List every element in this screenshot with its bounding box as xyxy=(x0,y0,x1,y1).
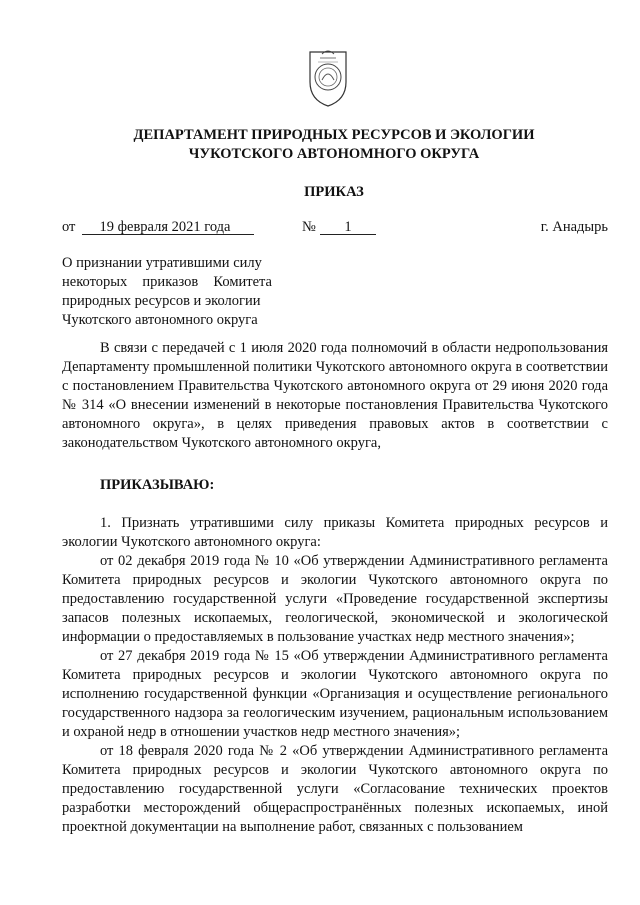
document-type: ПРИКАЗ xyxy=(304,184,364,200)
department-name-line2: ЧУКОТСКОГО АВТОНОМНОГО ОКРУГА xyxy=(188,146,480,162)
order-item-4: от 18 февраля 2020 года № 2 «Об утверждении Административного регламента Комитета природных ресурсов и экологии Чукотского автономного округа по предоставлению государственной услуги «Согласование технических проектов разработки месторождений общераспространённых полезных ископаемых, иной проектной документации на выполнение работ, связанных с пользованием xyxy=(62,743,608,835)
order-item-1: 1. Признать утратившими силу приказы Комитета природных ресурсов и экологии Чукотского автономного округа: xyxy=(62,515,608,550)
from-label: от xyxy=(62,219,76,235)
preamble-block xyxy=(62,339,608,453)
order-items-block xyxy=(62,514,608,837)
preamble-paragraph: В связи с передачей с 1 июля 2020 года полномочий в области недропользования Департаменту промышленной политики Чукотского автономного округа в соответствии с постановлением Правительства Чукотского автономного округа от 29 июня 2020 года № 314 «О внесении изменений в некоторые постановления Правительства Чукотского автономного округа», в целях приведения правовых актов в соответствии с законодательством Чукотского автономного округа, xyxy=(62,340,608,451)
order-word: ПРИКАЗЫВАЮ: xyxy=(100,477,215,493)
document-number: 1 xyxy=(344,219,352,235)
subject-line: природных ресурсов и экологии xyxy=(62,293,261,309)
department-name-line1: ДЕПАРТАМЕНТ ПРИРОДНЫХ РЕСУРСОВ И ЭКОЛОГИИ xyxy=(133,127,535,143)
number-label: № xyxy=(302,219,316,235)
document-city: г. Анадырь xyxy=(540,219,608,235)
order-item-3: от 27 декабря 2019 года № 15 «Об утверждении Административного регламента Комитета природных ресурсов и экологии Чукотского автономного округа по исполнению государственной функции «Организация и осуществление регионального государственного надзора за геологическим изучением, рациональным использованием и охраной недр в отношении участков недр местного значения»; xyxy=(62,648,608,740)
document-date: 19 февраля 2021 года xyxy=(99,219,231,235)
subject-line: некоторых приказов Комитета xyxy=(62,274,272,290)
document-meta-row xyxy=(62,218,608,236)
number-underline xyxy=(320,234,376,235)
coat-of-arms-emblem xyxy=(300,44,356,108)
subject-line: О признании утратившими силу xyxy=(62,255,262,271)
document-subject xyxy=(62,254,272,330)
date-underline xyxy=(82,234,254,235)
subject-line: Чукотского автономного округа xyxy=(62,312,258,328)
order-item-2: от 02 декабря 2019 года № 10 «Об утверждении Административного регламента Комитета природных ресурсов и экологии Чукотского автономного округа по предоставлению государственной услуги «Проведение государственной экспертизы запасов полезных ископаемых, геологической, экономической и экологической информации о предоставляемых в пользование участках недр местного значения»; xyxy=(62,553,608,645)
